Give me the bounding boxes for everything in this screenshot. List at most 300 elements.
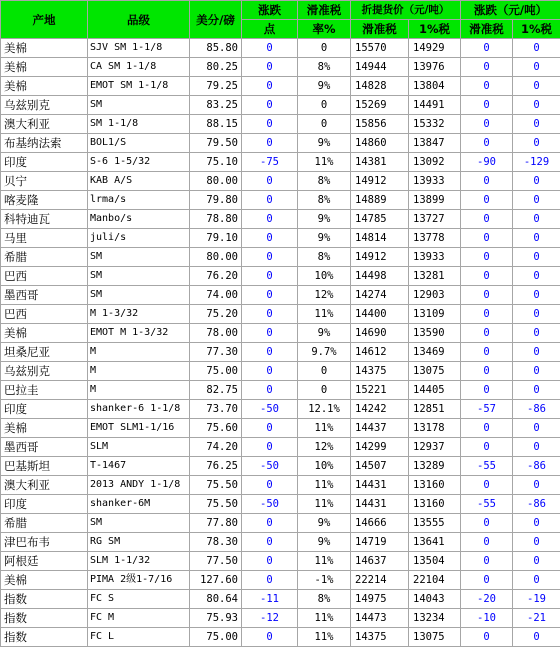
price-one-percent-cell: 13590 xyxy=(409,324,461,343)
price-sliding-cell: 15221 xyxy=(351,381,409,400)
header-sliding-tax-bottom: 率% xyxy=(298,20,351,39)
grade-cell: SM xyxy=(88,248,190,267)
change-one-percent-cell: 0 xyxy=(513,533,560,552)
origin-cell: 美棉 xyxy=(1,77,88,96)
change-sliding-cell: -57 xyxy=(461,400,513,419)
table-row xyxy=(1,96,560,115)
origin-cell: 墨西哥 xyxy=(1,438,88,457)
origin-cell: 澳大利亚 xyxy=(1,115,88,134)
change-one-percent-cell: 0 xyxy=(513,419,560,438)
table-row xyxy=(1,267,560,286)
price-sliding-cell: 14719 xyxy=(351,533,409,552)
change-sliding-cell: 0 xyxy=(461,115,513,134)
price-one-percent-cell: 13469 xyxy=(409,343,461,362)
origin-cell: 马里 xyxy=(1,229,88,248)
price-one-percent-cell: 13234 xyxy=(409,609,461,628)
sliding-tax-rate-cell: 9% xyxy=(298,134,351,153)
price-one-percent-cell: 13160 xyxy=(409,476,461,495)
change-one-percent-cell: 0 xyxy=(513,552,560,571)
table-row xyxy=(1,590,560,609)
table-row xyxy=(1,134,560,153)
grade-cell: S-6 1-5/32 xyxy=(88,153,190,172)
origin-cell: 美棉 xyxy=(1,324,88,343)
change-one-percent-cell: -21 xyxy=(513,609,560,628)
change-points-cell: 0 xyxy=(242,552,298,571)
price-one-percent-cell: 13109 xyxy=(409,305,461,324)
header-change-one-percent: 1%税 xyxy=(513,20,560,39)
origin-cell: 贝宁 xyxy=(1,172,88,191)
change-points-cell: 0 xyxy=(242,571,298,590)
change-sliding-cell: 0 xyxy=(461,571,513,590)
header-change-yuan: 涨跌（元/吨） xyxy=(461,1,560,20)
price-sliding-cell: 14381 xyxy=(351,153,409,172)
change-sliding-cell: 0 xyxy=(461,324,513,343)
price-sliding-cell: 14431 xyxy=(351,476,409,495)
price-one-percent-cell: 13289 xyxy=(409,457,461,476)
price-one-percent-cell: 13281 xyxy=(409,267,461,286)
change-sliding-cell: 0 xyxy=(461,286,513,305)
price-one-percent-cell: 14491 xyxy=(409,96,461,115)
change-one-percent-cell: 0 xyxy=(513,343,560,362)
change-one-percent-cell: 0 xyxy=(513,362,560,381)
change-points-cell: 0 xyxy=(242,210,298,229)
grade-cell: Manbo/s xyxy=(88,210,190,229)
cents-per-lb-cell: 75.50 xyxy=(190,476,242,495)
change-points-cell: -50 xyxy=(242,457,298,476)
price-one-percent-cell: 14405 xyxy=(409,381,461,400)
price-sliding-cell: 14690 xyxy=(351,324,409,343)
change-points-cell: 0 xyxy=(242,533,298,552)
cents-per-lb-cell: 73.70 xyxy=(190,400,242,419)
table-row xyxy=(1,210,560,229)
change-points-cell: -11 xyxy=(242,590,298,609)
origin-cell: 巴拉圭 xyxy=(1,381,88,400)
price-one-percent-cell: 12903 xyxy=(409,286,461,305)
change-one-percent-cell: -19 xyxy=(513,590,560,609)
sliding-tax-rate-cell: 9% xyxy=(298,514,351,533)
cents-per-lb-cell: 76.20 xyxy=(190,267,242,286)
grade-cell: SM xyxy=(88,514,190,533)
price-one-percent-cell: 13847 xyxy=(409,134,461,153)
price-one-percent-cell: 14929 xyxy=(409,39,461,58)
sliding-tax-rate-cell: 9% xyxy=(298,324,351,343)
change-one-percent-cell: 0 xyxy=(513,476,560,495)
grade-cell: CA SM 1-1/8 xyxy=(88,58,190,77)
change-one-percent-cell: 0 xyxy=(513,172,560,191)
table-row xyxy=(1,514,560,533)
table-row xyxy=(1,495,560,514)
change-sliding-cell: 0 xyxy=(461,172,513,191)
origin-cell: 巴基斯坦 xyxy=(1,457,88,476)
origin-cell: 印度 xyxy=(1,153,88,172)
origin-cell: 美棉 xyxy=(1,419,88,438)
grade-cell: SJV SM 1-1/8 xyxy=(88,39,190,58)
sliding-tax-rate-cell: 8% xyxy=(298,191,351,210)
origin-cell: 乌兹别克 xyxy=(1,96,88,115)
change-sliding-cell: -10 xyxy=(461,609,513,628)
price-sliding-cell: 14242 xyxy=(351,400,409,419)
change-sliding-cell: 0 xyxy=(461,438,513,457)
cents-per-lb-cell: 80.00 xyxy=(190,172,242,191)
price-one-percent-cell: 13555 xyxy=(409,514,461,533)
price-sliding-cell: 14912 xyxy=(351,172,409,191)
grade-cell: FC M xyxy=(88,609,190,628)
sliding-tax-rate-cell: 12% xyxy=(298,286,351,305)
change-sliding-cell: 0 xyxy=(461,343,513,362)
sliding-tax-rate-cell: 0 xyxy=(298,96,351,115)
sliding-tax-rate-cell: 10% xyxy=(298,267,351,286)
change-points-cell: 0 xyxy=(242,286,298,305)
table-row xyxy=(1,533,560,552)
price-sliding-cell: 15856 xyxy=(351,115,409,134)
table-row xyxy=(1,609,560,628)
sliding-tax-rate-cell: 11% xyxy=(298,495,351,514)
change-sliding-cell: -90 xyxy=(461,153,513,172)
grade-cell: EMOT SM 1-1/8 xyxy=(88,77,190,96)
table-row xyxy=(1,324,560,343)
change-points-cell: 0 xyxy=(242,134,298,153)
origin-cell: 坦桑尼亚 xyxy=(1,343,88,362)
sliding-tax-rate-cell: 9.7% xyxy=(298,343,351,362)
change-points-cell: 0 xyxy=(242,77,298,96)
price-sliding-cell: 14666 xyxy=(351,514,409,533)
header-change-points-bottom: 点 xyxy=(242,20,298,39)
price-sliding-cell: 14785 xyxy=(351,210,409,229)
sliding-tax-rate-cell: 12.1% xyxy=(298,400,351,419)
price-one-percent-cell: 12937 xyxy=(409,438,461,457)
price-sliding-cell: 14889 xyxy=(351,191,409,210)
change-one-percent-cell: 0 xyxy=(513,77,560,96)
cents-per-lb-cell: 78.30 xyxy=(190,533,242,552)
price-one-percent-cell: 14043 xyxy=(409,590,461,609)
price-sliding-cell: 14912 xyxy=(351,248,409,267)
cents-per-lb-cell: 75.00 xyxy=(190,362,242,381)
grade-cell: SM 1-1/8 xyxy=(88,115,190,134)
cents-per-lb-cell: 80.00 xyxy=(190,248,242,267)
grade-cell: 2013 ANDY 1-1/8 xyxy=(88,476,190,495)
cents-per-lb-cell: 80.64 xyxy=(190,590,242,609)
price-one-percent-cell: 13933 xyxy=(409,248,461,267)
change-sliding-cell: 0 xyxy=(461,96,513,115)
table-row xyxy=(1,115,560,134)
sliding-tax-rate-cell: 0 xyxy=(298,362,351,381)
cents-per-lb-cell: 82.75 xyxy=(190,381,242,400)
change-points-cell: 0 xyxy=(242,343,298,362)
change-points-cell: 0 xyxy=(242,115,298,134)
sliding-tax-rate-cell: 8% xyxy=(298,172,351,191)
sliding-tax-rate-cell: 12% xyxy=(298,438,351,457)
change-points-cell: 0 xyxy=(242,438,298,457)
cents-per-lb-cell: 75.00 xyxy=(190,628,242,647)
change-one-percent-cell: 0 xyxy=(513,58,560,77)
change-sliding-cell: 0 xyxy=(461,39,513,58)
table-row xyxy=(1,400,560,419)
table-row xyxy=(1,552,560,571)
origin-cell: 津巴布韦 xyxy=(1,533,88,552)
header-landed-price: 折提货价（元/吨） xyxy=(351,1,461,20)
table-body xyxy=(1,39,560,647)
change-sliding-cell: 0 xyxy=(461,267,513,286)
sliding-tax-rate-cell: 11% xyxy=(298,628,351,647)
change-sliding-cell: -55 xyxy=(461,495,513,514)
grade-cell: KAB A/S xyxy=(88,172,190,191)
sliding-tax-rate-cell: -1% xyxy=(298,571,351,590)
sliding-tax-rate-cell: 8% xyxy=(298,248,351,267)
change-sliding-cell: 0 xyxy=(461,628,513,647)
header-sliding-tax-top: 滑准税 xyxy=(298,1,351,20)
change-one-percent-cell: 0 xyxy=(513,248,560,267)
cents-per-lb-cell: 79.10 xyxy=(190,229,242,248)
sliding-tax-rate-cell: 11% xyxy=(298,609,351,628)
price-sliding-cell: 14473 xyxy=(351,609,409,628)
cents-per-lb-cell: 83.25 xyxy=(190,96,242,115)
sliding-tax-rate-cell: 0 xyxy=(298,39,351,58)
change-one-percent-cell: 0 xyxy=(513,115,560,134)
table-row xyxy=(1,628,560,647)
change-points-cell: 0 xyxy=(242,96,298,115)
cents-per-lb-cell: 88.15 xyxy=(190,115,242,134)
table-row xyxy=(1,362,560,381)
grade-cell: M xyxy=(88,381,190,400)
origin-cell: 印度 xyxy=(1,400,88,419)
change-sliding-cell: 0 xyxy=(461,210,513,229)
sliding-tax-rate-cell: 9% xyxy=(298,210,351,229)
price-sliding-cell: 14507 xyxy=(351,457,409,476)
header-change-sliding: 滑准税 xyxy=(461,20,513,39)
origin-cell: 科特迪瓦 xyxy=(1,210,88,229)
grade-cell: SLM xyxy=(88,438,190,457)
price-one-percent-cell: 13075 xyxy=(409,362,461,381)
grade-cell: juli/s xyxy=(88,229,190,248)
change-one-percent-cell: 0 xyxy=(513,39,560,58)
change-points-cell: 0 xyxy=(242,362,298,381)
cents-per-lb-cell: 79.80 xyxy=(190,191,242,210)
cents-per-lb-cell: 74.20 xyxy=(190,438,242,457)
change-sliding-cell: 0 xyxy=(461,77,513,96)
change-one-percent-cell: 0 xyxy=(513,628,560,647)
cents-per-lb-cell: 79.25 xyxy=(190,77,242,96)
price-sliding-cell: 14944 xyxy=(351,58,409,77)
origin-cell: 指数 xyxy=(1,609,88,628)
change-one-percent-cell: -129 xyxy=(513,153,560,172)
sliding-tax-rate-cell: 11% xyxy=(298,476,351,495)
change-one-percent-cell: 0 xyxy=(513,381,560,400)
header-cents-per-lb: 美分/磅 xyxy=(190,1,242,39)
table-row xyxy=(1,58,560,77)
table-row xyxy=(1,191,560,210)
change-points-cell: 0 xyxy=(242,267,298,286)
price-one-percent-cell: 13075 xyxy=(409,628,461,647)
cents-per-lb-cell: 75.10 xyxy=(190,153,242,172)
table-row xyxy=(1,153,560,172)
change-points-cell: -12 xyxy=(242,609,298,628)
price-one-percent-cell: 13778 xyxy=(409,229,461,248)
price-one-percent-cell: 13976 xyxy=(409,58,461,77)
price-one-percent-cell: 13727 xyxy=(409,210,461,229)
change-one-percent-cell: 0 xyxy=(513,305,560,324)
cents-per-lb-cell: 127.60 xyxy=(190,571,242,590)
cents-per-lb-cell: 80.25 xyxy=(190,58,242,77)
change-sliding-cell: 0 xyxy=(461,552,513,571)
change-points-cell: 0 xyxy=(242,628,298,647)
origin-cell: 希腊 xyxy=(1,248,88,267)
sliding-tax-rate-cell: 11% xyxy=(298,419,351,438)
change-sliding-cell: 0 xyxy=(461,362,513,381)
cents-per-lb-cell: 79.50 xyxy=(190,134,242,153)
price-sliding-cell: 14375 xyxy=(351,628,409,647)
change-one-percent-cell: 0 xyxy=(513,324,560,343)
change-points-cell: -75 xyxy=(242,153,298,172)
change-points-cell: 0 xyxy=(242,39,298,58)
price-sliding-cell: 14400 xyxy=(351,305,409,324)
price-sliding-cell: 14498 xyxy=(351,267,409,286)
change-points-cell: 0 xyxy=(242,58,298,77)
grade-cell: SLM 1-1/32 xyxy=(88,552,190,571)
table-row xyxy=(1,381,560,400)
price-sliding-cell: 14612 xyxy=(351,343,409,362)
cents-per-lb-cell: 75.20 xyxy=(190,305,242,324)
origin-cell: 巴西 xyxy=(1,305,88,324)
grade-cell: RG SM xyxy=(88,533,190,552)
change-points-cell: 0 xyxy=(242,324,298,343)
grade-cell: M xyxy=(88,362,190,381)
table-row xyxy=(1,343,560,362)
change-points-cell: 0 xyxy=(242,419,298,438)
sliding-tax-rate-cell: 8% xyxy=(298,58,351,77)
grade-cell: EMOT M 1-3/32 xyxy=(88,324,190,343)
grade-cell: FC S xyxy=(88,590,190,609)
change-points-cell: 0 xyxy=(242,305,298,324)
change-one-percent-cell: 0 xyxy=(513,286,560,305)
change-points-cell: 0 xyxy=(242,172,298,191)
table-row xyxy=(1,476,560,495)
price-sliding-cell: 14437 xyxy=(351,419,409,438)
cents-per-lb-cell: 75.60 xyxy=(190,419,242,438)
change-points-cell: 0 xyxy=(242,476,298,495)
price-sliding-cell: 14975 xyxy=(351,590,409,609)
origin-cell: 巴西 xyxy=(1,267,88,286)
change-points-cell: 0 xyxy=(242,191,298,210)
table-row xyxy=(1,571,560,590)
price-sliding-cell: 14828 xyxy=(351,77,409,96)
origin-cell: 喀麦隆 xyxy=(1,191,88,210)
origin-cell: 阿根廷 xyxy=(1,552,88,571)
change-sliding-cell: 0 xyxy=(461,381,513,400)
change-one-percent-cell: 0 xyxy=(513,134,560,153)
change-one-percent-cell: -86 xyxy=(513,495,560,514)
change-points-cell: 0 xyxy=(242,514,298,533)
change-sliding-cell: 0 xyxy=(461,58,513,77)
header-origin: 产地 xyxy=(1,1,88,39)
change-one-percent-cell: 0 xyxy=(513,96,560,115)
price-one-percent-cell: 13092 xyxy=(409,153,461,172)
table-row xyxy=(1,286,560,305)
grade-cell: SM xyxy=(88,96,190,115)
change-one-percent-cell: -86 xyxy=(513,400,560,419)
origin-cell: 澳大利亚 xyxy=(1,476,88,495)
header-price-one-percent: 1%税 xyxy=(409,20,461,39)
origin-cell: 希腊 xyxy=(1,514,88,533)
header-grade: 品级 xyxy=(88,1,190,39)
price-one-percent-cell: 13504 xyxy=(409,552,461,571)
grade-cell: PIMA 2级1-7/16 xyxy=(88,571,190,590)
change-sliding-cell: -20 xyxy=(461,590,513,609)
sliding-tax-rate-cell: 9% xyxy=(298,229,351,248)
cents-per-lb-cell: 77.50 xyxy=(190,552,242,571)
sliding-tax-rate-cell: 0 xyxy=(298,115,351,134)
cents-per-lb-cell: 77.80 xyxy=(190,514,242,533)
cents-per-lb-cell: 77.30 xyxy=(190,343,242,362)
change-sliding-cell: 0 xyxy=(461,248,513,267)
table-row xyxy=(1,457,560,476)
sliding-tax-rate-cell: 10% xyxy=(298,457,351,476)
price-sliding-cell: 22214 xyxy=(351,571,409,590)
cents-per-lb-cell: 75.93 xyxy=(190,609,242,628)
price-one-percent-cell: 13804 xyxy=(409,77,461,96)
price-sliding-cell: 15570 xyxy=(351,39,409,58)
sliding-tax-rate-cell: 8% xyxy=(298,590,351,609)
origin-cell: 墨西哥 xyxy=(1,286,88,305)
grade-cell: M xyxy=(88,343,190,362)
grade-cell: T-1467 xyxy=(88,457,190,476)
grade-cell: lrma/s xyxy=(88,191,190,210)
price-one-percent-cell: 15332 xyxy=(409,115,461,134)
price-one-percent-cell: 13899 xyxy=(409,191,461,210)
table-row xyxy=(1,419,560,438)
change-points-cell: 0 xyxy=(242,229,298,248)
price-one-percent-cell: 12851 xyxy=(409,400,461,419)
table-row xyxy=(1,248,560,267)
price-one-percent-cell: 22104 xyxy=(409,571,461,590)
header-change-points-top: 涨跌 xyxy=(242,1,298,20)
price-one-percent-cell: 13933 xyxy=(409,172,461,191)
change-sliding-cell: 0 xyxy=(461,419,513,438)
sliding-tax-rate-cell: 11% xyxy=(298,552,351,571)
cents-per-lb-cell: 74.00 xyxy=(190,286,242,305)
change-sliding-cell: 0 xyxy=(461,134,513,153)
price-sliding-cell: 15269 xyxy=(351,96,409,115)
table-row xyxy=(1,172,560,191)
change-sliding-cell: 0 xyxy=(461,533,513,552)
change-sliding-cell: 0 xyxy=(461,514,513,533)
price-one-percent-cell: 13160 xyxy=(409,495,461,514)
change-one-percent-cell: 0 xyxy=(513,571,560,590)
cents-per-lb-cell: 76.25 xyxy=(190,457,242,476)
sliding-tax-rate-cell: 11% xyxy=(298,153,351,172)
change-one-percent-cell: 0 xyxy=(513,210,560,229)
grade-cell: BOL1/S xyxy=(88,134,190,153)
change-sliding-cell: 0 xyxy=(461,229,513,248)
header-price-sliding: 滑准税 xyxy=(351,20,409,39)
change-one-percent-cell: 0 xyxy=(513,191,560,210)
grade-cell: SM xyxy=(88,286,190,305)
change-one-percent-cell: 0 xyxy=(513,267,560,286)
price-sliding-cell: 14299 xyxy=(351,438,409,457)
grade-cell: shanker-6M xyxy=(88,495,190,514)
sliding-tax-rate-cell: 0 xyxy=(298,381,351,400)
price-sliding-cell: 14274 xyxy=(351,286,409,305)
grade-cell: M 1-3/32 xyxy=(88,305,190,324)
grade-cell: shanker-6 1-1/8 xyxy=(88,400,190,419)
table-row xyxy=(1,77,560,96)
change-sliding-cell: 0 xyxy=(461,476,513,495)
price-one-percent-cell: 13641 xyxy=(409,533,461,552)
table-row xyxy=(1,39,560,58)
grade-cell: FC L xyxy=(88,628,190,647)
change-sliding-cell: 0 xyxy=(461,305,513,324)
grade-cell: SM xyxy=(88,267,190,286)
change-one-percent-cell: 0 xyxy=(513,229,560,248)
